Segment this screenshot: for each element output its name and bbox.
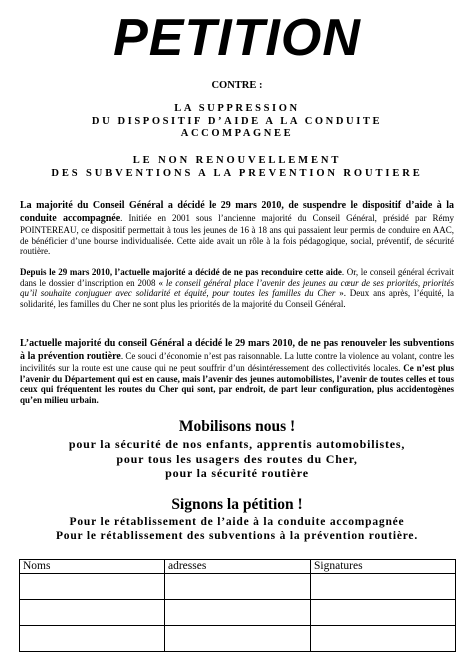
signons-title: Signons la pétition ! bbox=[171, 496, 303, 513]
table-cell-adresse[interactable] bbox=[165, 600, 311, 626]
table-row bbox=[20, 600, 456, 626]
mobilisons-line: pour la sécurité routière bbox=[165, 466, 309, 480]
mobilisons-line: pour la sécurité de nos enfants, apprentis automobilistes, bbox=[68, 437, 406, 451]
table-row bbox=[20, 626, 456, 652]
heading-line: DES SUBVENTIONS A LA PREVENTION ROUTIERE bbox=[51, 167, 423, 179]
signons-line: Pour le rétablissement de l’aide à la conduite accompagnée bbox=[69, 516, 405, 528]
paragraph-text: . Initiée en 2001 sous l’ancienne majorité du Conseil Général, présidé par Rémy POINTEREAU, ce dispositif permettait à tous les jeunes de 16 à 18 ans qui passaient leur permis de conduire en AAC, de bénéficier d’une bourse individualisée. Cette aide avait un rôle à la fois pédagogique, social, préventif, de sécurité routière. bbox=[20, 212, 454, 257]
paragraph-prevention bbox=[20, 338, 454, 405]
table-cell-nom[interactable] bbox=[20, 626, 165, 652]
table-cell-signature[interactable] bbox=[311, 626, 456, 652]
paragraph-bold: Ce n’est plus l’avenir du Département qui est en cause, mais l’avenir des jeunes automobilistes, l’avenir de toutes celles et tous ceux qui fréquentent les routes du Cher qui sont, par endroit, de part leur configuration, plus accidentogènes qu’en milieu urbain. bbox=[20, 363, 454, 405]
paragraph-aide-conduite bbox=[20, 200, 454, 257]
heading-line: DU DISPOSITIF D’AIDE A LA CONDUITE bbox=[91, 115, 383, 127]
paragraph-text: . Ce souci d’économie n’est pas raisonnable. La lutte contre la violence au volant, contre les incivilités sur la route est une cause qui ne peut souffrir d’un désintéressement des collectivités locales. bbox=[20, 350, 454, 373]
column-header-adresses: adresses bbox=[165, 560, 311, 574]
paragraph-depuis bbox=[20, 267, 454, 309]
contre-label: CONTRE : bbox=[211, 80, 263, 91]
paragraph-lead: L’actuelle majorité du conseil Général a décidé le 29 mars 2010, de ne pas renouveler les subventions à la prévention routière bbox=[20, 338, 454, 362]
heading-line: LE NON RENOUVELLEMENT bbox=[132, 155, 342, 166]
paragraph-text: . Or, le conseil général écrivait dans le dossier d’inscription en 2008 « bbox=[20, 267, 455, 288]
signature-table bbox=[19, 559, 456, 652]
heading-line: LA SUPPRESSION bbox=[174, 103, 300, 114]
paragraph-lead: Depuis le 29 mars 2010, l’actuelle majorité a décidé de ne pas reconduire cette aide bbox=[20, 267, 342, 277]
table-cell-signature[interactable] bbox=[311, 574, 456, 600]
heading-non-renouvellement bbox=[0, 155, 474, 180]
table-cell-nom[interactable] bbox=[20, 600, 165, 626]
table-header-row bbox=[20, 560, 456, 574]
paragraph-quote: le conseil général place l’avenir des jeunes au cœur de ses priorités, priorités qu’il souhaite conjuguer avec solidarité et équité, pour toutes les familles du Cher bbox=[20, 277, 454, 299]
mobilisons-lines bbox=[0, 437, 474, 481]
table-cell-adresse[interactable] bbox=[165, 574, 311, 600]
table-cell-signature[interactable] bbox=[311, 600, 456, 626]
table-row bbox=[20, 574, 456, 600]
signons-line: Pour le rétablissement des subventions à la prévention routière. bbox=[55, 530, 418, 542]
mobilisons-title: Mobilisons nous ! bbox=[178, 418, 296, 435]
paragraph-lead: La majorité du Conseil Général a décidé le 29 mars 2010, de suspendre le dispositif d’aide à la conduite accompagnée bbox=[20, 200, 454, 224]
signons-lines bbox=[0, 515, 474, 543]
heading-line: ACCOMPAGNEE bbox=[180, 128, 294, 139]
column-header-noms: Noms bbox=[20, 560, 165, 574]
paragraph-text: ». Deux ans après, l’équité, la solidarité, les familles du Cher ne sont plus les priorités de la majorité du Conseil Général. bbox=[20, 288, 454, 309]
table-cell-adresse[interactable] bbox=[165, 626, 311, 652]
column-header-signatures: Signatures bbox=[311, 560, 456, 574]
mobilisons-line: pour tous les usagers des routes du Cher, bbox=[116, 451, 358, 466]
heading-suppression bbox=[0, 103, 474, 141]
page-title: PETITION bbox=[113, 9, 361, 67]
table-cell-nom[interactable] bbox=[20, 574, 165, 600]
